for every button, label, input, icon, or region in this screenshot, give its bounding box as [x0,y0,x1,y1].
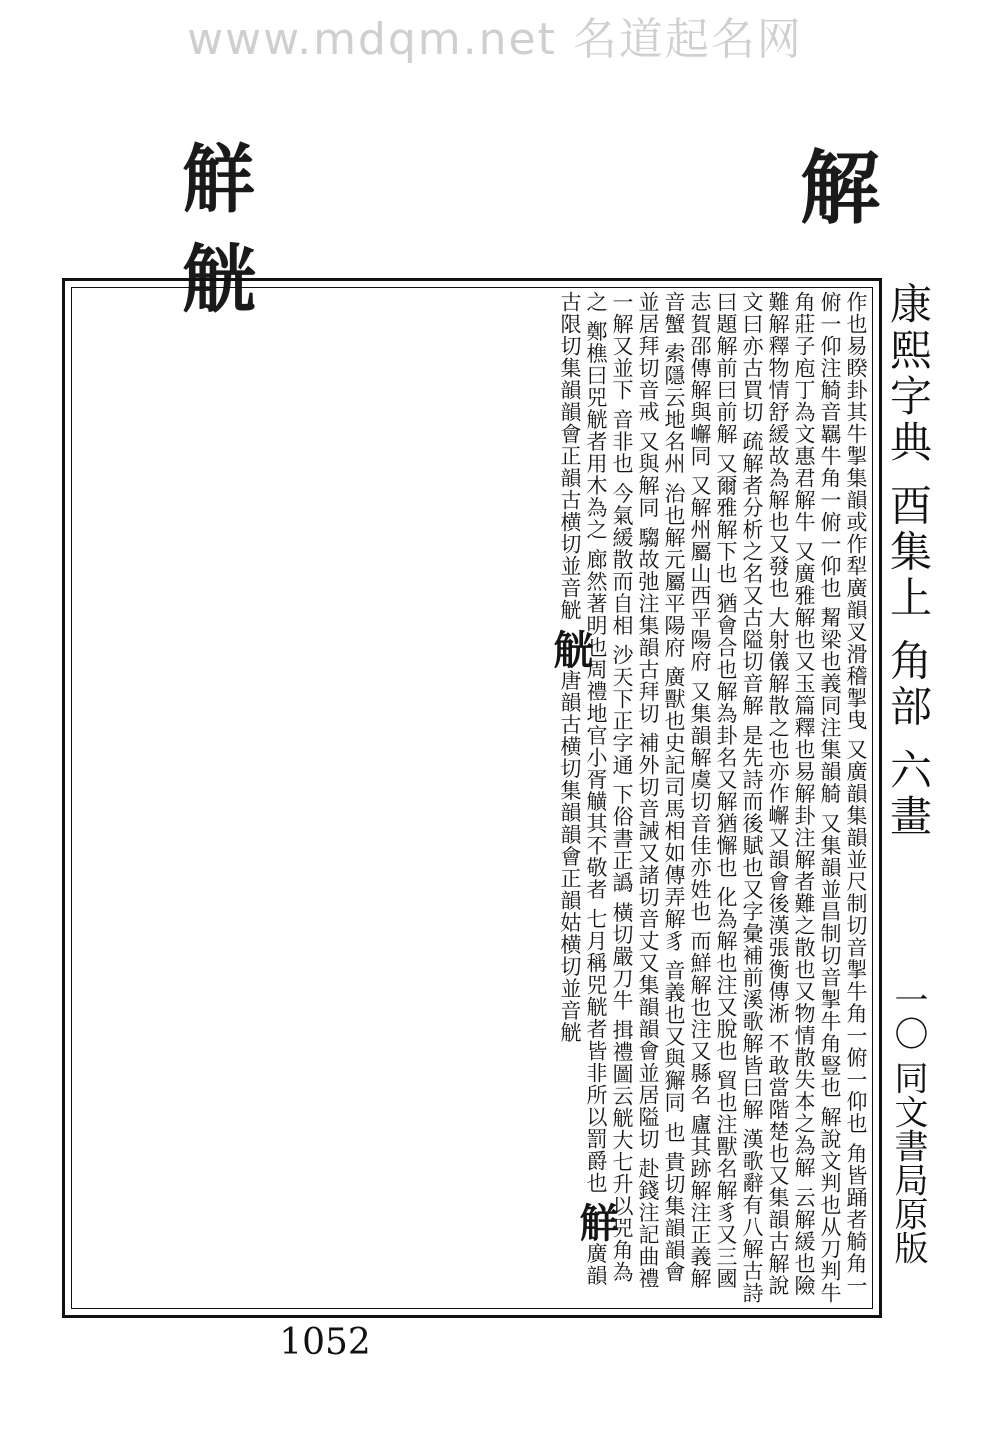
watermark: www.mdqm.net 名道起名网 [187,14,803,65]
text-column: 下俗書正譌 [610,783,634,902]
text-column: 猶會合也解為卦名又解猶懈也 [714,592,738,887]
text-column: 治也解元屬平陽府 [662,482,686,667]
text-column: 沙天下正字通 [610,644,634,784]
text-column: 補外切音誡又諸切音丈又集韻韻會並居隘切 [636,732,660,1158]
headword-right: 解 [800,141,880,235]
entry-character: 觥 [547,628,594,670]
right-margin [878,282,938,1322]
text-column: 橫切嚴刀牛 [610,901,634,1020]
text-column: 角皆踊者觭角一俯一仰注觭音羈牛角一俯一仰也 [818,291,868,1297]
text-column: 廊然著明也周禮地官小胥觵其不敬者 [584,548,608,909]
text-column: 觢梁也義同注集韻觭 又集韻並昌制切音掣牛角豎也 [818,606,842,1107]
text-column: 疏解者分析之名又古隘切音解 [740,430,764,725]
text-column: 又解州屬山西平陽府 [688,474,712,681]
entry-note: 唐韻古横切集韻韻會正韻姑横切並音觥 [558,669,582,1044]
text-column: 騶故弛注集韻古拜切 [636,526,660,733]
text-column: 音義也又與獬同 [662,959,686,1122]
text-column: 索隱云地名州 [662,342,686,483]
text-column: 又集韻解虞切音佳亦姓也 [688,680,712,931]
text-column: 廣獸也史記司馬相如傳弄解豸 [662,666,686,960]
page-number: 1052 [279,1322,371,1363]
text-column: 大射儀解散之也亦作嶰又韻會後漢張衡傳淅 [766,606,790,1033]
text-column: 音非也 [610,408,634,483]
text-column: 揖禮圖云觥大七升以兕角為之 [584,291,634,1284]
text-column: 而鮮解也注又縣名 [688,930,712,1114]
text-column: 是先詩而後賦也又字彙補前溪歌解皆曰解 [740,724,764,1129]
entry-note: 廣韻古限切集韻韻會正韻古横切並音觥 [558,291,608,1287]
headword-left: 觧 觥 [170,140,256,314]
text-column: 赴錢注記曲禮一解又並下 [610,291,660,1290]
running-title: 康熙字典 酉集上 角部 六畫 [884,282,933,841]
text-column: 化為解也注又脫也 [714,886,738,1070]
text-column: 七月稱兕觥者皆非所以罰爵也 [584,908,608,1202]
text-column: 又與解同 [636,430,660,527]
text-column: 今氣緩散而自相 [610,482,634,645]
text-column: 也 [662,1121,686,1152]
text-column: 又爾雅解下也 [714,452,738,593]
page-section-label: 一〇 同文書局原版 [888,982,928,1265]
text-column: 廬其跡解注正義解音蟹 [662,291,712,1290]
text-frame [62,278,882,1318]
text-column: 作也易睽卦其牛掣集韻或作犁廣韻叉滑稽掣曳 又廣韻集韻並尺制切音掣牛角一俯一仰也 [844,291,868,1143]
text-column: 貿也注獸名解豸又三國志賀邵傳解與嶰同 [688,291,738,1290]
dictionary-body [75,291,869,1305]
text-column: 漢歌辭有八解古詩曰題解前曰前解 [714,291,764,1305]
text-column: 云解緩也險難解釋物情舒緩故為解也又發也 [766,291,816,1297]
text-column: 鄭樵曰兕觥者用木為之 [584,320,608,549]
text-column: 不敢當階楚也又集韻古解說文曰亦古買切 [740,291,790,1297]
text-column: 解說文判也从刀判牛角莊子庖丁為文惠君解牛 [792,291,842,1305]
entry-character: 觧 [573,1201,620,1243]
text-column: 又廣雅解也又玉篇釋也易解卦注解者難之散也又物情散失本之為解 [792,540,816,1187]
text-column: 貴切集韻韻會並居拜切音戒 [636,291,686,1284]
